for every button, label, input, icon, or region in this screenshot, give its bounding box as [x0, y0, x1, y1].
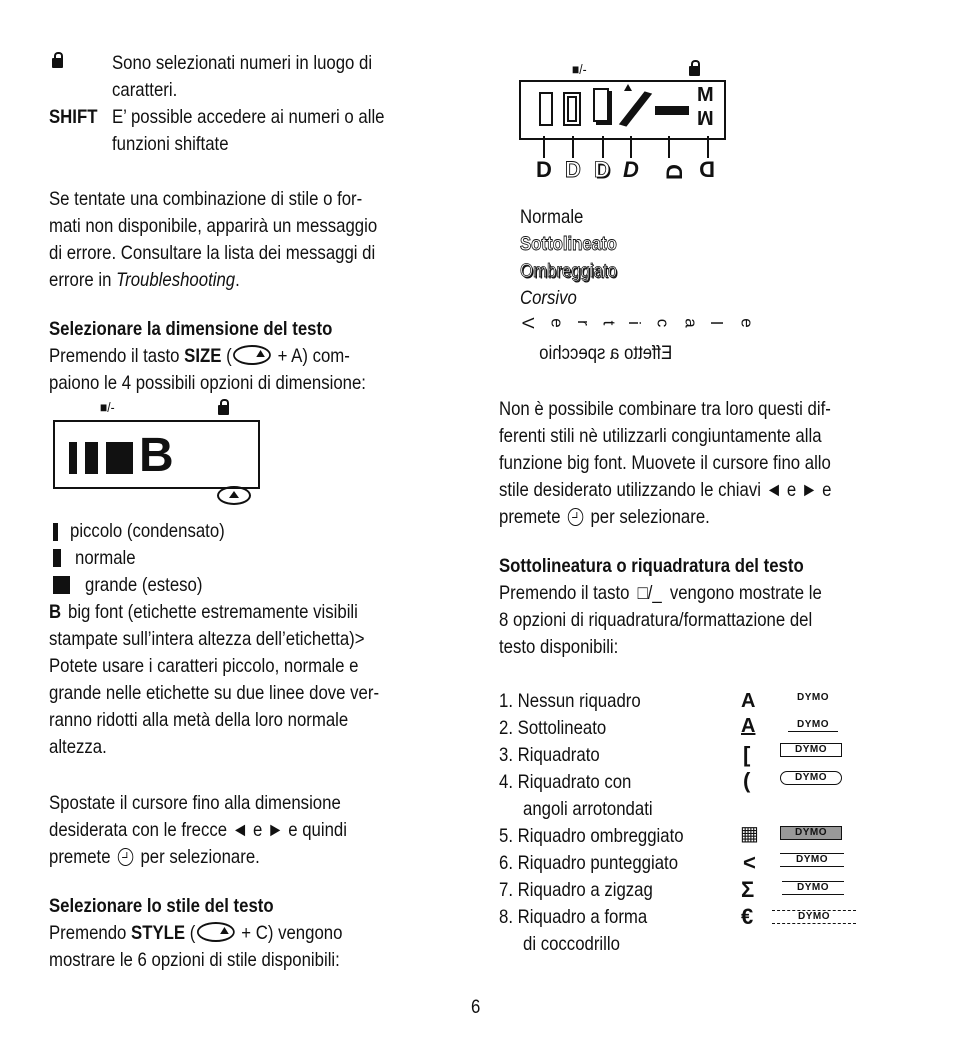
- size-line-1: Premendo il tasto SIZE ( + A) com-: [49, 345, 350, 367]
- size-key: SIZE: [184, 345, 222, 367]
- style-heading: Selezionare lo stile del testo: [49, 895, 274, 917]
- style-cursor-arrow-icon: [624, 84, 632, 91]
- vertical-char-7: a: [681, 318, 701, 328]
- enter-key-icon: [118, 848, 133, 866]
- dymo-sample-dotted: DYMO: [780, 853, 844, 867]
- box-icon-crocodile: €: [741, 904, 754, 929]
- size-opt-normal: normale: [75, 547, 136, 569]
- box-opt-7: 7. Riquadro a zigzag: [499, 879, 653, 901]
- big-font-cont-3: grande nelle etichette su due linee dove ver-: [49, 682, 380, 704]
- vertical-char-6: c: [653, 318, 673, 328]
- box-icon-zigzag: Σ: [741, 877, 755, 902]
- style-glyph-mirror-m2: M: [697, 106, 714, 128]
- shift-key-icon: [233, 345, 271, 365]
- box-opt-3: 3. Riquadrato: [499, 744, 600, 766]
- big-font-cont-5: altezza.: [49, 736, 107, 758]
- size-glyph-big: B: [139, 429, 174, 482]
- size-indicator-label: ■/-: [100, 399, 115, 415]
- box-opt-5: 5. Riquadro ombreggiato: [499, 825, 684, 847]
- box-opt-4-cont: angoli arrotondati: [523, 798, 653, 820]
- combine-para-2: ferenti stili nè utilizzarli congiuntamente alla: [499, 425, 822, 447]
- error-para-4: errore in Troubleshooting.: [49, 269, 240, 291]
- style-letter-outline: D: [565, 157, 581, 182]
- connector-3: [602, 136, 604, 158]
- move-para-1: Spostate il cursore fino alla dimensione: [49, 792, 341, 814]
- style-line-1: Premendo STYLE ( + C) vengono: [49, 922, 343, 944]
- style-normale: Normale: [520, 206, 584, 228]
- box-opt-2: 2. Sottolineato: [499, 717, 607, 739]
- size-opt-big: big font (etichette estremamente visibili: [68, 601, 358, 623]
- big-font-cont-4: ranno ridotti alla metà della loro normale: [49, 709, 349, 731]
- size-opt-large-glyph: [53, 576, 70, 594]
- style-key: STYLE: [131, 922, 186, 944]
- size-lock-icon: [218, 405, 229, 415]
- style-glyph-italic: [619, 91, 652, 126]
- lock-icon: [52, 58, 63, 68]
- enter-key-icon-2: [568, 508, 583, 526]
- error-para-2: mati non disponibile, apparirà un messaggio: [49, 215, 378, 237]
- dymo-sample-rounded: DYMO: [780, 771, 842, 785]
- size-line-2: paiono le 4 possibili opzioni di dimensione:: [49, 372, 366, 394]
- dymo-sample-square: DYMO: [780, 743, 842, 757]
- box-para-1: 8 opzioni di riquadratura/formattazione del: [499, 609, 813, 631]
- box-opt-6: 6. Riquadro punteggiato: [499, 852, 679, 874]
- shift-desc-1: E’ possible accedere ai numeri o alle: [112, 106, 385, 128]
- style-line-2: mostrare le 6 opzioni di stile disponibili:: [49, 949, 340, 971]
- style-ombreggiato: Ombreggiato: [520, 260, 617, 282]
- box-icon-dotted: <: [743, 850, 756, 875]
- troubleshooting-ref: Troubleshooting: [116, 269, 236, 291]
- style-indicator-label: ■/-: [572, 61, 587, 77]
- box-para-2: testo disponibili:: [499, 636, 619, 658]
- dymo-sample-zigzag: DYMO: [782, 881, 844, 895]
- size-display: [53, 420, 260, 489]
- big-font-cont-2: Potete usare i caratteri piccolo, normale e: [49, 655, 359, 677]
- box-line-1: Premendo il tasto □/_ vengono mostrate le: [499, 582, 822, 604]
- shift-label: SHIFT: [49, 106, 98, 128]
- move-para-3: premete per selezionare.: [49, 846, 260, 868]
- combine-para-5: premete per selezionare.: [499, 506, 710, 528]
- size-opt-big-glyph: B: [49, 601, 62, 623]
- error-para-3: di errore. Consultare la lista dei messaggi di: [49, 242, 376, 264]
- box-icon-none: A: [741, 690, 756, 712]
- page-number: 6: [471, 996, 481, 1018]
- vertical-char-8: l: [706, 321, 726, 325]
- style-letter-normal: D: [536, 157, 552, 182]
- size-opt-normal-glyph: [53, 549, 61, 567]
- box-icon-rounded: (: [743, 768, 751, 793]
- style-glyph-vertical: [655, 106, 689, 115]
- shift-key-icon-2: [197, 922, 235, 942]
- box-opt-4: 4. Riquadrato con: [499, 771, 632, 793]
- box-icon-underline: A: [741, 715, 756, 737]
- dymo-sample-shaded: DYMO: [780, 826, 842, 840]
- dymo-sample-crocodile: DYMO: [772, 910, 856, 924]
- style-letter-shadow: D: [594, 157, 610, 182]
- combine-para-1: Non è possibile combinare tra loro questi dif-: [499, 398, 831, 420]
- error-para-1: Se tentate una combinazione di stile o for-: [49, 188, 363, 210]
- box-key-icon: □/_: [637, 582, 662, 604]
- combine-para-4: stile desiderato utilizzando le chiavi ◄ e ► e: [499, 479, 832, 501]
- size-glyph-large: [106, 442, 133, 474]
- style-lock-icon: [689, 66, 700, 76]
- style-display: [519, 80, 726, 140]
- style-letter-mirror: D: [699, 157, 715, 182]
- connector-6: [707, 136, 709, 158]
- size-glyph-small: [69, 442, 77, 474]
- lock-desc-2: caratteri.: [112, 79, 178, 101]
- lock-desc-1: Sono selezionati numeri in luogo di: [112, 52, 373, 74]
- vertical-char-5: i: [624, 321, 644, 325]
- dymo-sample-underline: DYMO: [788, 719, 838, 732]
- style-sottolineato: Sottolineato: [520, 233, 617, 255]
- vertical-char-9: e: [737, 318, 757, 328]
- vertical-char-3: r: [573, 320, 593, 326]
- combine-para-3: funzione big font. Muovete il cursore fino allo: [499, 452, 831, 474]
- move-para-2: desiderata con le frecce ◄ e ► e quindi: [49, 819, 347, 841]
- style-glyph-shadow: [593, 88, 609, 122]
- vertical-char-2: e: [547, 318, 567, 328]
- size-opt-small: piccolo (condensato): [70, 520, 225, 542]
- dymo-sample-none: DYMO: [797, 692, 829, 703]
- box-heading: Sottolineatura o riquadratura del testo: [499, 555, 804, 577]
- big-font-cont-1: stampate sull’intera altezza dell’etichetta)>: [49, 628, 365, 650]
- connector-2: [572, 136, 574, 158]
- style-letter-italic: D: [623, 157, 639, 182]
- box-opt-1: 1. Nessun riquadro: [499, 690, 641, 712]
- style-glyph-normal: [539, 92, 553, 126]
- connector-4: [630, 136, 632, 158]
- vertical-char-1: V: [518, 317, 538, 329]
- style-glyph-underline: [563, 92, 581, 126]
- size-glyph-normal: [85, 442, 98, 474]
- box-opt-8: 8. Riquadro a forma: [499, 906, 648, 928]
- vertical-char-4: t: [599, 320, 619, 326]
- box-icon-square: [: [743, 742, 751, 767]
- connector-1: [543, 136, 545, 158]
- style-glyph-mirror-m1: M: [697, 84, 714, 106]
- style-corsivo: Corsivo: [520, 287, 577, 309]
- size-opt-small-glyph: [53, 523, 58, 541]
- connector-5: [668, 136, 670, 158]
- size-opt-large: grande (esteso): [85, 574, 203, 596]
- box-icon-shaded: ▦: [740, 823, 759, 845]
- box-opt-8-cont: di coccodrillo: [523, 933, 620, 955]
- size-shift-badge-icon: [217, 486, 251, 505]
- size-heading: Selezionare la dimensione del testo: [49, 318, 333, 340]
- shift-desc-2: funzioni shiftate: [112, 133, 229, 155]
- style-letter-vertical: D: [662, 164, 687, 180]
- style-specchio: Effetto a specchio: [539, 342, 673, 364]
